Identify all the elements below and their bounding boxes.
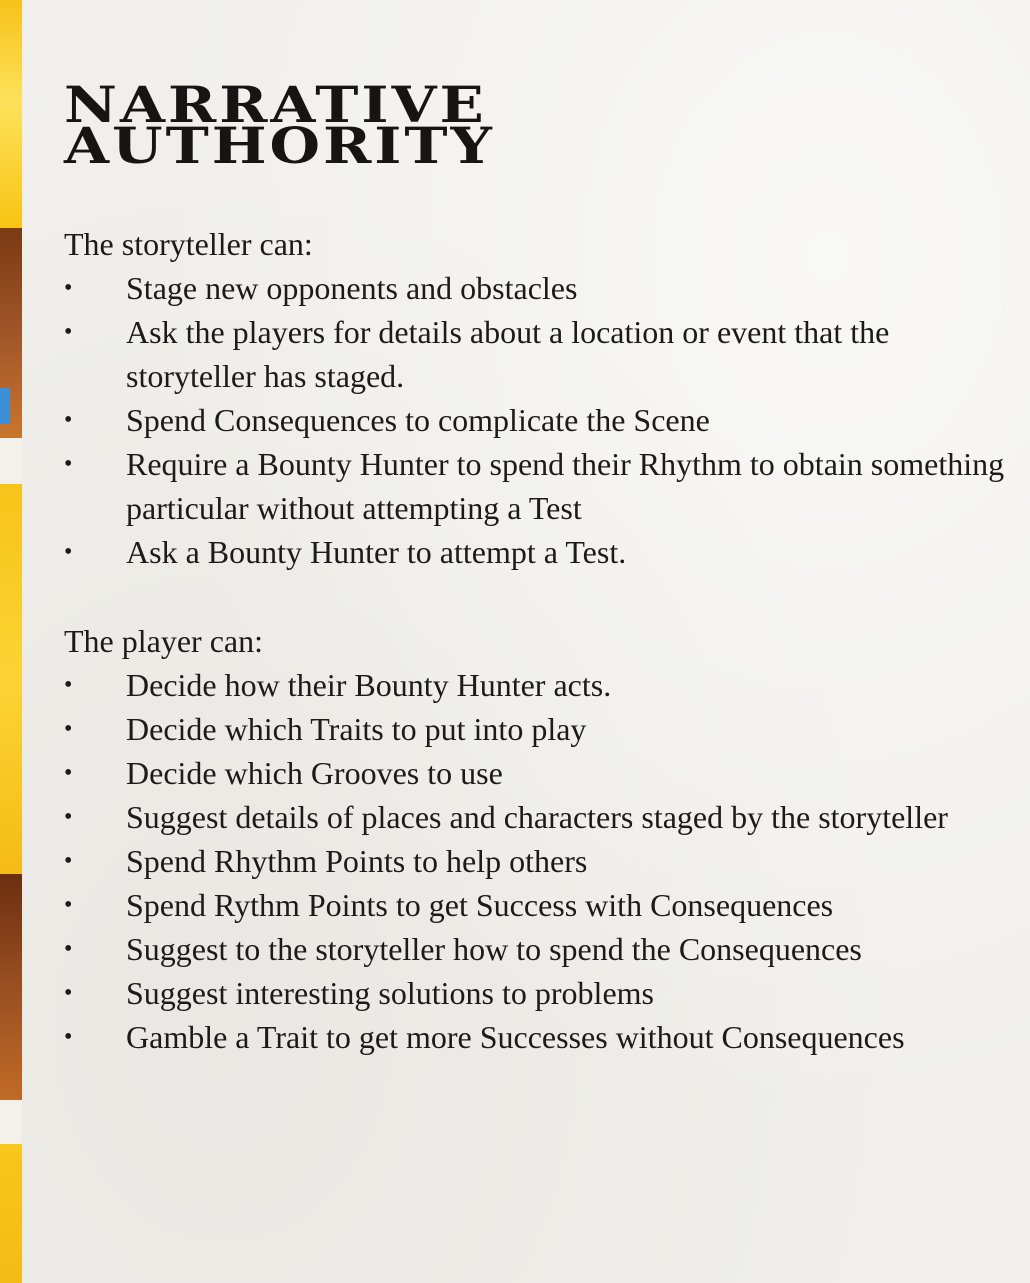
edge-art-strip [0,0,22,228]
list-item-text: Spend Consequences to complicate the Scene [126,402,710,438]
player-list [64,663,1030,1059]
bullet-icon: • [64,672,73,698]
bullet-icon: • [64,980,73,1006]
list-item [64,442,1006,530]
list-item-text: Suggest to the storyteller how to spend the Consequences [126,931,862,967]
list-item-text: Decide which Traits to put into play [126,711,587,747]
bullet-icon: • [64,275,73,301]
bullet-icon: • [64,451,73,477]
bullet-icon: • [64,804,73,830]
bullet-icon: • [64,848,73,874]
bullet-icon: • [64,319,73,345]
list-item [64,971,1030,1015]
list-item [64,398,1026,442]
edge-art-strip [0,1100,22,1144]
bullet-icon: • [64,892,73,918]
list-item-text: Ask the players for details about a location or event that the storyteller has staged. [126,314,890,394]
list-item [64,839,1030,883]
player-intro: The player can: [64,623,263,659]
list-item [64,266,1026,310]
section-heading [64,75,495,176]
heading-line-2: AUTHORITY [64,116,495,176]
edge-art-strip [0,388,10,424]
list-item-text: Stage new opponents and obstacles [126,270,578,306]
edge-art-strip [0,1144,22,1283]
edge-art-strip [0,438,22,484]
bullet-icon: • [64,716,73,742]
list-item-text: Suggest details of places and characters staged by the storyteller [126,799,948,835]
bullet-icon: • [64,539,73,565]
list-item-text: Require a Bounty Hunter to spend their Rhythm to obtain something particular without attempting a Test [126,446,1005,526]
bullet-icon: • [64,936,73,962]
edge-art-strip [0,484,22,874]
storyteller-intro: The storyteller can: [64,226,313,262]
list-item [64,530,1026,574]
storyteller-list [64,266,1030,574]
list-item [64,883,1030,927]
list-item-text: Decide how their Bounty Hunter acts. [126,667,612,703]
edge-art-strip [0,874,22,1100]
list-item-text: Spend Rhythm Points to help others [126,843,588,879]
list-item-text: Gamble a Trait to get more Successes without Consequences [126,1019,905,1055]
bullet-icon: • [64,407,73,433]
list-item [64,927,1030,971]
list-item [64,310,1026,398]
player-section [64,619,1030,1059]
list-item [64,663,1030,707]
heading-line-1: NARRATIVE [64,75,487,134]
list-item [64,707,1030,751]
bullet-icon: • [64,1024,73,1050]
list-item [64,1015,1030,1059]
bullet-icon: • [64,760,73,786]
list-item-text: Decide which Grooves to use [126,755,503,791]
list-item-text: Ask a Bounty Hunter to attempt a Test. [126,534,627,570]
list-item-text: Spend Rythm Points to get Success with Consequences [126,887,834,923]
list-item-text: Suggest interesting solutions to problems [126,975,654,1011]
list-item [64,751,1030,795]
list-item [64,795,1030,839]
storyteller-section [64,222,1030,574]
